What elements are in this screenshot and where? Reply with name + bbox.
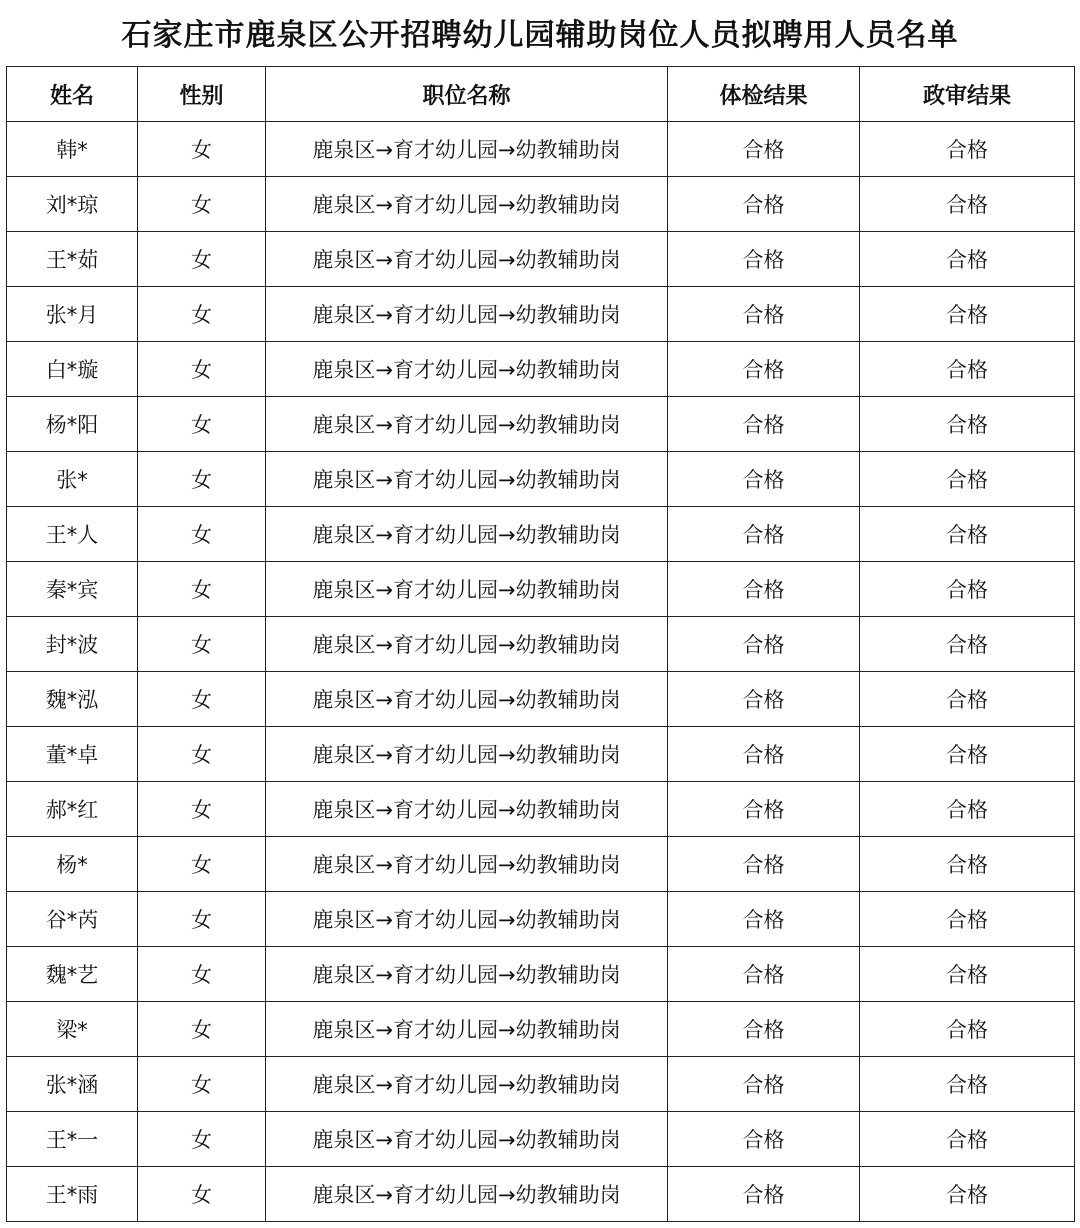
cell-medical-exam: 合格 <box>668 232 860 287</box>
cell-medical-exam: 合格 <box>668 1002 860 1057</box>
cell-position: 鹿泉区→育才幼儿园→幼教辅助岗 <box>266 507 668 562</box>
cell-name: 杨* <box>7 837 138 892</box>
cell-gender: 女 <box>138 837 266 892</box>
cell-position: 鹿泉区→育才幼儿园→幼教辅助岗 <box>266 892 668 947</box>
cell-medical-exam: 合格 <box>668 342 860 397</box>
cell-name: 王*人 <box>7 507 138 562</box>
cell-position: 鹿泉区→育才幼儿园→幼教辅助岗 <box>266 672 668 727</box>
cell-gender: 女 <box>138 287 266 342</box>
cell-medical-exam: 合格 <box>668 1112 860 1167</box>
cell-medical-exam: 合格 <box>668 672 860 727</box>
page-title: 石家庄市鹿泉区公开招聘幼儿园辅助岗位人员拟聘用人员名单 <box>121 18 959 53</box>
table-row <box>7 727 1075 782</box>
cell-position: 鹿泉区→育才幼儿园→幼教辅助岗 <box>266 782 668 837</box>
table-row <box>7 947 1075 1002</box>
cell-medical-exam: 合格 <box>668 1057 860 1112</box>
cell-political-review: 合格 <box>860 177 1075 232</box>
cell-position: 鹿泉区→育才幼儿园→幼教辅助岗 <box>266 1002 668 1057</box>
cell-position: 鹿泉区→育才幼儿园→幼教辅助岗 <box>266 562 668 617</box>
cell-name: 魏*艺 <box>7 947 138 1002</box>
table-row <box>7 1167 1075 1222</box>
cell-gender: 女 <box>138 342 266 397</box>
cell-position: 鹿泉区→育才幼儿园→幼教辅助岗 <box>266 452 668 507</box>
table-row <box>7 1002 1075 1057</box>
cell-political-review: 合格 <box>860 892 1075 947</box>
cell-medical-exam: 合格 <box>668 122 860 177</box>
cell-name: 刘*琼 <box>7 177 138 232</box>
cell-gender: 女 <box>138 177 266 232</box>
cell-name: 王*雨 <box>7 1167 138 1222</box>
cell-gender: 女 <box>138 892 266 947</box>
table-row <box>7 782 1075 837</box>
cell-political-review: 合格 <box>860 782 1075 837</box>
cell-medical-exam: 合格 <box>668 837 860 892</box>
cell-gender: 女 <box>138 782 266 837</box>
cell-name: 张*月 <box>7 287 138 342</box>
table-row <box>7 617 1075 672</box>
cell-gender: 女 <box>138 1057 266 1112</box>
cell-gender: 女 <box>138 452 266 507</box>
cell-position: 鹿泉区→育才幼儿园→幼教辅助岗 <box>266 342 668 397</box>
cell-position: 鹿泉区→育才幼儿园→幼教辅助岗 <box>266 947 668 1002</box>
column-header-medical-exam: 体检结果 <box>668 67 860 122</box>
cell-political-review: 合格 <box>860 1112 1075 1167</box>
cell-gender: 女 <box>138 122 266 177</box>
cell-name: 杨*阳 <box>7 397 138 452</box>
cell-political-review: 合格 <box>860 1002 1075 1057</box>
cell-political-review: 合格 <box>860 947 1075 1002</box>
cell-political-review: 合格 <box>860 122 1075 177</box>
cell-position: 鹿泉区→育才幼儿园→幼教辅助岗 <box>266 837 668 892</box>
column-header-gender: 性别 <box>138 67 266 122</box>
cell-medical-exam: 合格 <box>668 397 860 452</box>
table-row <box>7 837 1075 892</box>
cell-political-review: 合格 <box>860 562 1075 617</box>
cell-name: 董*卓 <box>7 727 138 782</box>
cell-position: 鹿泉区→育才幼儿园→幼教辅助岗 <box>266 287 668 342</box>
cell-political-review: 合格 <box>860 727 1075 782</box>
cell-position: 鹿泉区→育才幼儿园→幼教辅助岗 <box>266 232 668 287</box>
cell-political-review: 合格 <box>860 1057 1075 1112</box>
cell-gender: 女 <box>138 672 266 727</box>
table-row <box>7 452 1075 507</box>
cell-position: 鹿泉区→育才幼儿园→幼教辅助岗 <box>266 1167 668 1222</box>
cell-position: 鹿泉区→育才幼儿园→幼教辅助岗 <box>266 617 668 672</box>
table-row <box>7 177 1075 232</box>
cell-gender: 女 <box>138 1002 266 1057</box>
table-row <box>7 122 1075 177</box>
cell-medical-exam: 合格 <box>668 782 860 837</box>
cell-name: 梁* <box>7 1002 138 1057</box>
cell-name: 郝*红 <box>7 782 138 837</box>
cell-political-review: 合格 <box>860 232 1075 287</box>
cell-political-review: 合格 <box>860 672 1075 727</box>
table-row <box>7 1057 1075 1112</box>
cell-gender: 女 <box>138 617 266 672</box>
cell-medical-exam: 合格 <box>668 177 860 232</box>
cell-position: 鹿泉区→育才幼儿园→幼教辅助岗 <box>266 1112 668 1167</box>
cell-medical-exam: 合格 <box>668 287 860 342</box>
cell-political-review: 合格 <box>860 342 1075 397</box>
cell-position: 鹿泉区→育才幼儿园→幼教辅助岗 <box>266 727 668 782</box>
table-row <box>7 507 1075 562</box>
table-row <box>7 672 1075 727</box>
table-row <box>7 1112 1075 1167</box>
cell-name: 谷*芮 <box>7 892 138 947</box>
cell-position: 鹿泉区→育才幼儿园→幼教辅助岗 <box>266 177 668 232</box>
cell-medical-exam: 合格 <box>668 617 860 672</box>
cell-name: 王*一 <box>7 1112 138 1167</box>
table-row <box>7 287 1075 342</box>
cell-political-review: 合格 <box>860 837 1075 892</box>
cell-medical-exam: 合格 <box>668 452 860 507</box>
cell-political-review: 合格 <box>860 1167 1075 1222</box>
table-header-row <box>7 67 1075 122</box>
cell-name: 张* <box>7 452 138 507</box>
cell-gender: 女 <box>138 397 266 452</box>
cell-position: 鹿泉区→育才幼儿园→幼教辅助岗 <box>266 397 668 452</box>
cell-name: 封*波 <box>7 617 138 672</box>
cell-political-review: 合格 <box>860 452 1075 507</box>
cell-name: 白*璇 <box>7 342 138 397</box>
column-header-political-review: 政审结果 <box>860 67 1075 122</box>
hiring-list-table <box>6 66 1075 1222</box>
cell-medical-exam: 合格 <box>668 947 860 1002</box>
cell-political-review: 合格 <box>860 397 1075 452</box>
table-row <box>7 397 1075 452</box>
cell-gender: 女 <box>138 1112 266 1167</box>
cell-position: 鹿泉区→育才幼儿园→幼教辅助岗 <box>266 1057 668 1112</box>
cell-name: 秦*宾 <box>7 562 138 617</box>
table-body <box>7 122 1075 1222</box>
cell-medical-exam: 合格 <box>668 1167 860 1222</box>
cell-gender: 女 <box>138 947 266 1002</box>
cell-name: 王*茹 <box>7 232 138 287</box>
cell-position: 鹿泉区→育才幼儿园→幼教辅助岗 <box>266 122 668 177</box>
cell-gender: 女 <box>138 727 266 782</box>
table-row <box>7 342 1075 397</box>
cell-political-review: 合格 <box>860 617 1075 672</box>
table-row <box>7 232 1075 287</box>
cell-gender: 女 <box>138 562 266 617</box>
cell-medical-exam: 合格 <box>668 562 860 617</box>
cell-medical-exam: 合格 <box>668 507 860 562</box>
cell-medical-exam: 合格 <box>668 727 860 782</box>
cell-name: 韩* <box>7 122 138 177</box>
cell-name: 魏*泓 <box>7 672 138 727</box>
table-row <box>7 562 1075 617</box>
cell-political-review: 合格 <box>860 287 1075 342</box>
column-header-position: 职位名称 <box>266 67 668 122</box>
cell-name: 张*涵 <box>7 1057 138 1112</box>
cell-gender: 女 <box>138 1167 266 1222</box>
column-header-name: 姓名 <box>7 67 138 122</box>
cell-gender: 女 <box>138 507 266 562</box>
cell-medical-exam: 合格 <box>668 892 860 947</box>
cell-gender: 女 <box>138 232 266 287</box>
table-row <box>7 892 1075 947</box>
cell-political-review: 合格 <box>860 507 1075 562</box>
